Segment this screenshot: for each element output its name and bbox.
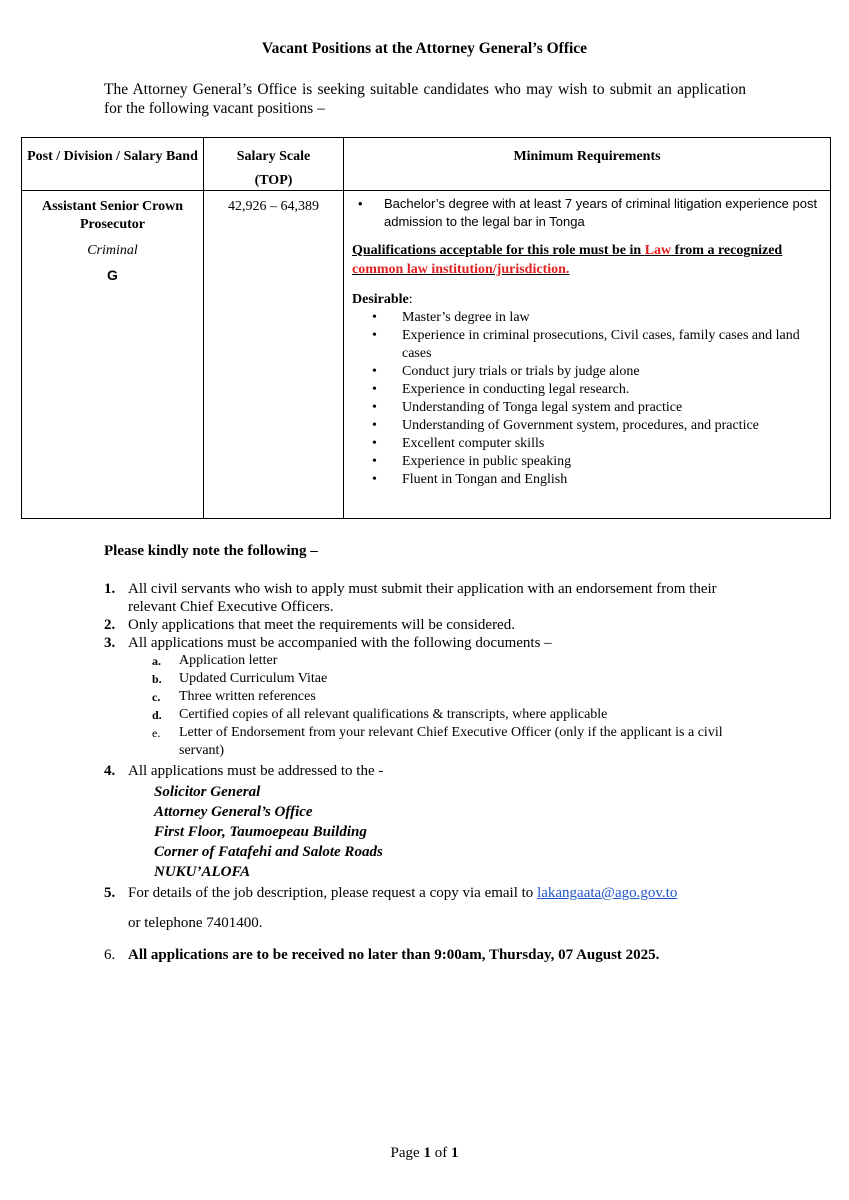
main-requirement: [352, 195, 822, 231]
list-item: • Understanding of Tonga legal system and practice: [372, 400, 683, 415]
mailing-address: [104, 782, 749, 882]
post-division: Criminal: [87, 243, 138, 258]
document-item: d. Certified copies of all relevant qualifications & transcripts, where applicable: [152, 707, 608, 722]
qualification-note: Qualifications acceptable for this role must be in Law from a recognized common law institution/jurisdiction.: [352, 243, 783, 277]
salary-cell: [204, 191, 344, 519]
intro-paragraph: The Attorney General’s Office is seeking suitable candidates who may wish to submit an application for the following vacant positions –: [104, 81, 746, 117]
list-item: • Experience in criminal prosecutions, Civil cases, family cases and land cases: [372, 328, 800, 361]
email-link[interactable]: lakangaata@ago.gov.to: [537, 885, 678, 901]
bullet-icon: •: [372, 436, 377, 451]
note-item-2: 2. Only applications that meet the requirements will be considered.: [104, 617, 515, 633]
main-requirement-text: Bachelor’s degree with at least 7 years of criminal litigation experience post admission to the legal bar in Tonga: [384, 196, 818, 229]
desirable-list: [352, 309, 822, 489]
note-item-1: 1. All civil servants who wish to apply must submit their application with an endorsement from their relevant Chief Executive Officers.: [104, 581, 717, 615]
address-line: First Floor, Taumoepeau Building: [154, 824, 367, 840]
post-title: Assistant Senior Crown Prosecutor: [41, 199, 184, 232]
table-header-row: [22, 138, 831, 191]
address-line: Corner of Fatafehi and Salote Roads: [154, 844, 383, 860]
notes-heading: Please kindly note the following –: [104, 543, 318, 559]
address-line: Attorney General’s Office: [154, 804, 313, 820]
page-title: Vacant Positions at the Attorney General’s Office: [261, 40, 588, 57]
vacancy-table: [21, 137, 831, 519]
header-salary-line2: (TOP): [254, 173, 293, 188]
desirable-label: Desirable:: [352, 292, 413, 307]
bullet-icon: •: [372, 310, 377, 325]
note-item-6: 6. All applications are to be received no later than 9:00am, Thursday, 07 August 2025.: [104, 947, 660, 963]
bullet-icon: •: [372, 382, 377, 397]
list-item: • Understanding of Government system, procedures, and practice: [372, 418, 759, 433]
list-item: • Experience in public speaking: [372, 454, 572, 469]
table-row: [22, 191, 831, 519]
bullet-icon: •: [372, 472, 377, 487]
page-total: 1: [450, 1145, 459, 1161]
address-line: Solicitor General: [154, 784, 261, 800]
requirements-cell: [344, 191, 831, 519]
note-item-5: 5. For details of the job description, please request a copy via email to lakangaata@ago.gov.to or telephone 7401400.: [104, 885, 678, 931]
notes-list: [104, 580, 749, 964]
list-item: • Experience in conducting legal research.: [372, 382, 630, 397]
salary-range: 42,926 – 64,389: [228, 199, 319, 214]
header-salary-line1: Salary Scale: [236, 149, 311, 164]
list-item: • Fluent in Tongan and English: [372, 472, 568, 487]
list-item: • Conduct jury trials or trials by judge alone: [372, 364, 640, 379]
bullet-icon: •: [372, 400, 377, 415]
salary-band: G: [107, 267, 118, 283]
bullet-icon: •: [372, 418, 377, 433]
law-highlight: Law: [644, 243, 672, 258]
note-item-4: 4. All applications must be addressed to the -: [104, 763, 384, 779]
header-requirements: Minimum Requirements: [344, 138, 831, 191]
document-item: a. Application letter: [152, 653, 278, 668]
document-item: b. Updated Curriculum Vitae: [152, 671, 328, 686]
bullet-icon: •: [358, 196, 363, 211]
header-post: Post / Division / Salary Band: [22, 138, 204, 191]
page-footer: Page 1 of 1: [390, 1145, 459, 1161]
bullet-icon: •: [372, 364, 377, 379]
list-item: • Master’s degree in law: [372, 310, 530, 325]
note-item-3: 3. All applications must be accompanied with the following documents –: [104, 635, 552, 651]
institution-highlight: common law institution/jurisdiction.: [352, 262, 570, 277]
document-item: e. Letter of Endorsement from your relevant Chief Executive Officer (only if the applicant is a civil servant): [152, 725, 723, 758]
address-line: NUKU’ALOFA: [154, 864, 251, 880]
bullet-icon: •: [372, 328, 377, 343]
bullet-icon: •: [372, 454, 377, 469]
page-number: 1: [423, 1145, 431, 1161]
list-item: • Excellent computer skills: [372, 436, 545, 451]
post-cell: [22, 191, 204, 519]
header-salary: [204, 138, 344, 191]
document-item: c. Three written references: [152, 689, 316, 704]
